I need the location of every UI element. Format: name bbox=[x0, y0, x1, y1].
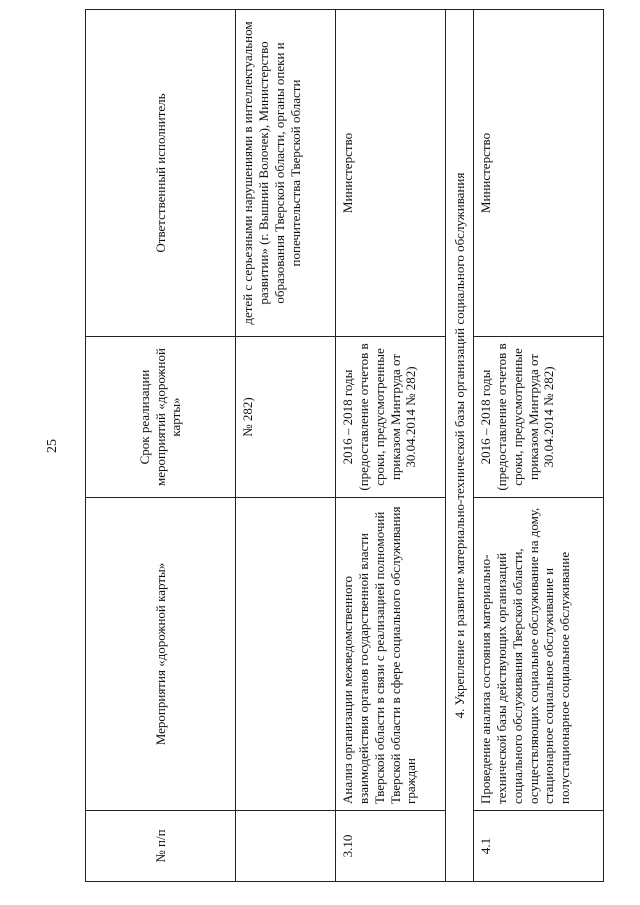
header-activity: Мероприятия «дорожной карты» bbox=[86, 498, 236, 811]
cell-term: 2016 – 2018 годы (предоставление отчетов в сроки, предусмотренные приказом Минтруда от 30.04.2014 № 282) bbox=[474, 337, 604, 498]
cell-activity: Анализ организации межведомственного взаимодействия органов государственной власти Тверской области в связи с реализацией полномочий Тверской области в сфере социального обслуживания граждан bbox=[336, 498, 446, 811]
cell-executor: детей с серьезными нарушениями в интеллектуальном развитии» (г. Вышний Волочек), Министерство образования Тверской области, органы опеки и попечительства Тверской области bbox=[236, 10, 336, 337]
cell-term: 2016 – 2018 годы (предоставление отчетов в сроки, предусмотренные приказом Минтруда от 30.04.2014 № 282) bbox=[336, 337, 446, 498]
table-row bbox=[336, 10, 446, 882]
cell-activity bbox=[236, 498, 336, 811]
cell-executor: Министерство bbox=[336, 10, 446, 337]
roadmap-table bbox=[85, 9, 604, 882]
table-row bbox=[236, 10, 336, 882]
section-heading: 4. Укрепление и развитие материально-технической базы организаций социального обслуживания bbox=[446, 10, 474, 882]
cell-num bbox=[236, 811, 336, 882]
table-row bbox=[474, 10, 604, 882]
page-number: 25 bbox=[45, 439, 60, 453]
cell-num: 3.10 bbox=[336, 811, 446, 882]
cell-num: 4.1 bbox=[474, 811, 604, 882]
header-row bbox=[86, 10, 236, 882]
cell-activity: Проведение анализа состояния материально-технической базы действующих организаций социального обслуживания Тверской области, осуществляющих социальное обслуживание на дому, стационарное социальное обслуживание и полустационарное социальное обслуживание bbox=[474, 498, 604, 811]
rotated-table-wrapper bbox=[85, 21, 603, 882]
header-num: № п/п bbox=[86, 811, 236, 882]
section-row bbox=[446, 10, 474, 882]
header-term: Срок реализации мероприятий «дорожной карты» bbox=[86, 337, 236, 498]
header-executor: Ответственный исполнитель bbox=[86, 10, 236, 337]
cell-executor: Министерство bbox=[474, 10, 604, 337]
cell-term: № 282) bbox=[236, 337, 336, 498]
